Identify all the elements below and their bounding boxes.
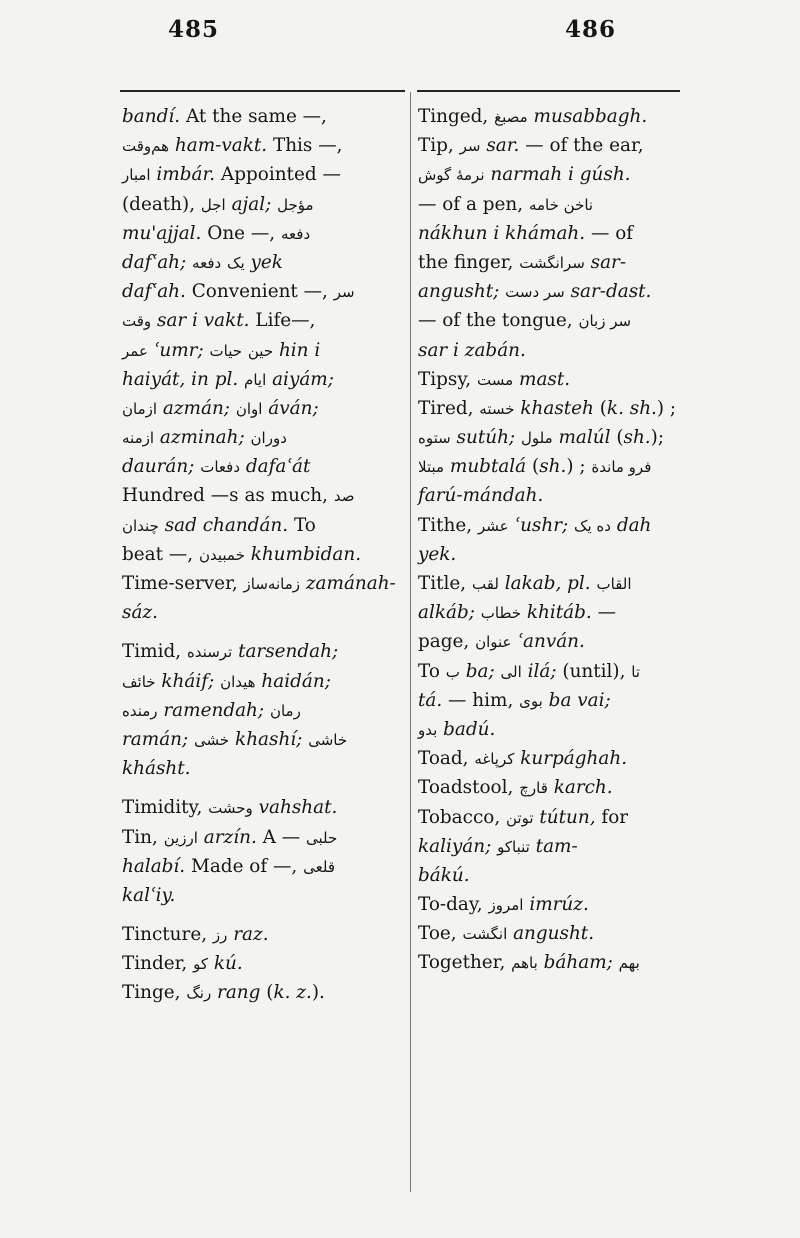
- transliteration: sar i zabán.: [418, 339, 526, 361]
- transliteration: kaliyán;: [418, 835, 498, 857]
- transliteration: báham;: [537, 952, 619, 974]
- english-text: Made of —,: [185, 855, 304, 877]
- persian-word: امروز: [488, 896, 524, 915]
- persian-word: فرو ماندة: [591, 458, 652, 477]
- persian-word: یک: [227, 253, 245, 272]
- english-text: (death),: [122, 193, 201, 215]
- transliteration: k. z.: [273, 982, 312, 1004]
- entry-line: [122, 190, 404, 219]
- persian-word: خاشی: [308, 730, 348, 749]
- entry-line: [122, 978, 404, 1007]
- persian-word: خائف: [122, 672, 156, 691]
- transliteration: bákú.: [418, 864, 470, 886]
- transliteration: haidán;: [255, 670, 331, 692]
- transliteration: ʿanván.: [511, 631, 585, 653]
- transliteration: sar i vakt.: [151, 310, 250, 332]
- persian-word: وقت: [122, 312, 152, 331]
- entry-line: [418, 598, 680, 627]
- persian-word: ناخن خامه: [528, 195, 594, 214]
- english-text: Convenient —,: [185, 281, 334, 303]
- persian-word: رمنده: [122, 701, 158, 720]
- english-text: page,: [418, 631, 476, 653]
- english-text: (: [266, 982, 274, 1004]
- entry-line: [122, 569, 404, 598]
- transliteration: dafaʿát: [240, 456, 311, 478]
- transliteration: dah: [610, 514, 652, 536]
- entry-line: [418, 102, 680, 131]
- persian-word: رمان: [269, 701, 301, 720]
- persian-word: ایام: [244, 370, 267, 389]
- persian-word: مؤجل: [277, 195, 314, 214]
- english-text: Tinged,: [418, 106, 495, 127]
- transliteration: hin i: [273, 339, 321, 361]
- english-text: (: [532, 456, 540, 478]
- persian-word: کرپاغه: [474, 750, 515, 769]
- transliteration: rang: [211, 982, 267, 1004]
- entry-line: [122, 637, 404, 666]
- entry-line: [418, 861, 680, 890]
- entry-line: [122, 754, 404, 783]
- entry-line: [122, 248, 404, 277]
- header-rule-left: [120, 90, 405, 92]
- english-text: — of: [585, 222, 634, 244]
- entry-line: [418, 277, 680, 306]
- english-text: Together,: [418, 952, 512, 974]
- persian-word: ملول: [520, 429, 553, 448]
- english-text: One —,: [201, 222, 281, 244]
- entry-line: [418, 540, 680, 569]
- persian-word: تنباکو: [497, 837, 530, 856]
- english-text: — of the tongue,: [418, 310, 579, 332]
- entry-line: [418, 248, 680, 277]
- english-text: ) ;: [566, 456, 592, 478]
- english-text: Life—,: [249, 310, 316, 332]
- english-text: Toad,: [418, 748, 475, 770]
- persian-word: اجل: [200, 195, 226, 214]
- persian-word: ستوه: [418, 429, 451, 448]
- right-column: [418, 102, 680, 978]
- persian-word: صد: [333, 487, 355, 506]
- entry-line: [122, 219, 404, 248]
- transliteration: halabí.: [122, 855, 186, 877]
- transliteration: daurán;: [122, 456, 201, 478]
- transliteration: arzín.: [197, 826, 257, 848]
- english-text: Appointed —: [215, 164, 341, 186]
- transliteration: bandí.: [122, 106, 181, 127]
- transliteration: sad chandán.: [158, 514, 289, 536]
- english-text: Tipsy,: [418, 368, 477, 390]
- persian-word: مصبغ: [494, 108, 528, 126]
- english-text: Tincture,: [122, 924, 213, 946]
- transliteration: sh.: [623, 427, 651, 449]
- english-text: Toe,: [418, 923, 463, 945]
- entry-line: [418, 365, 680, 394]
- persian-word: دوران: [250, 429, 287, 448]
- english-text: );: [650, 427, 665, 449]
- transliteration: karch.: [547, 777, 613, 799]
- transliteration: ʿumr;: [147, 339, 210, 361]
- english-text: At the same —,: [180, 106, 327, 127]
- page-number-right: 486: [565, 16, 617, 43]
- persian-word: چندان: [122, 516, 159, 535]
- english-text: Tobacco,: [418, 806, 507, 828]
- transliteration: khitáb.: [521, 602, 592, 624]
- persian-word: سرانگشت: [519, 253, 585, 272]
- entry-line: [418, 803, 680, 832]
- english-text: Time-server,: [122, 573, 244, 594]
- persian-word: عمر: [122, 341, 148, 360]
- persian-word: امبار: [122, 166, 151, 185]
- transliteration: nákhun i khámah.: [418, 222, 586, 244]
- entry-line: [122, 131, 404, 160]
- transliteration: imrúz.: [523, 894, 589, 916]
- persian-word: الی: [500, 662, 522, 681]
- english-text: Toadstool,: [418, 777, 520, 799]
- entry-line: [418, 569, 680, 598]
- english-text: —: [591, 602, 617, 624]
- transliteration: mast.: [513, 368, 571, 390]
- transliteration: khashí;: [229, 728, 309, 750]
- transliteration: kurpághah.: [514, 748, 628, 770]
- entry-line: [122, 306, 404, 335]
- persian-word: ازمان: [122, 399, 158, 418]
- persian-word: انگشت: [462, 925, 508, 944]
- entry-line: [418, 744, 680, 773]
- transliteration: dafʿah.: [122, 281, 186, 303]
- transliteration: khumbidan.: [244, 543, 362, 565]
- transliteration: narmah i gúsh.: [484, 164, 631, 186]
- entry-line: [418, 336, 680, 365]
- persian-word: عشر: [477, 516, 509, 535]
- entry-line: [418, 627, 680, 656]
- transliteration: sar.: [480, 135, 520, 157]
- left-column: [122, 102, 404, 1008]
- persian-word: دفعات: [200, 458, 241, 477]
- entry-line: [122, 852, 404, 881]
- transliteration: lakab, pl.: [498, 573, 597, 594]
- english-text: ).: [311, 982, 325, 1004]
- entry-line: [122, 102, 404, 131]
- transliteration: tarsendah;: [232, 641, 339, 663]
- transliteration: angusht.: [507, 923, 595, 945]
- persian-word: اوان: [235, 399, 263, 418]
- page-number-left: 485: [168, 16, 220, 43]
- entry-line: [122, 793, 404, 822]
- persian-word: حین: [247, 341, 274, 360]
- english-text: Hundred —s as much,: [122, 485, 334, 507]
- column-divider: [410, 92, 411, 1192]
- entry-line: [418, 773, 680, 802]
- english-text: Title,: [418, 573, 472, 594]
- entry-line: [122, 823, 404, 852]
- transliteration: ba;: [459, 660, 501, 682]
- transliteration: mu'ajjal.: [122, 222, 202, 244]
- transliteration: badú.: [437, 718, 496, 740]
- english-text: Timid,: [122, 641, 187, 663]
- header-rule-right: [417, 90, 680, 92]
- entry-line: [418, 131, 680, 160]
- persian-word: خطاب: [480, 604, 522, 623]
- english-text: (until),: [556, 660, 632, 682]
- transliteration: azminah;: [154, 427, 251, 449]
- persian-word: تا: [631, 662, 641, 681]
- entry-line: [418, 948, 680, 977]
- english-text: This —,: [267, 135, 343, 157]
- english-text: — of a pen,: [418, 193, 529, 215]
- entry-line: [418, 423, 680, 452]
- persian-word: رنگ: [186, 984, 212, 1003]
- persian-word: خسته: [479, 399, 515, 418]
- english-text: Tithe,: [418, 514, 478, 536]
- entry-line: [122, 423, 404, 452]
- transliteration: vahshat.: [252, 797, 338, 819]
- persian-word: سر زبان: [578, 312, 632, 331]
- persian-word: سر: [459, 137, 481, 156]
- transliteration: ramán;: [122, 728, 195, 750]
- transliteration: tútun,: [533, 806, 596, 828]
- transliteration: sar-: [584, 251, 627, 273]
- persian-word: قلعی: [303, 857, 335, 876]
- transliteration: raz.: [227, 924, 269, 946]
- transliteration: sutúh;: [450, 427, 521, 449]
- transliteration: ramendah;: [157, 699, 270, 721]
- entry-line: [418, 890, 680, 919]
- entry-line: [122, 540, 404, 569]
- english-text: the finger,: [418, 251, 520, 273]
- persian-word: بوی: [519, 691, 543, 710]
- entry-line: [418, 160, 680, 189]
- persian-word: بهم: [618, 954, 640, 973]
- entry-line: [122, 452, 404, 481]
- transliteration: ajal;: [225, 193, 278, 215]
- english-text: Tired,: [418, 397, 480, 419]
- persian-word: مست: [477, 370, 514, 389]
- persian-word: ارزین: [163, 828, 198, 847]
- entry-line: [122, 511, 404, 540]
- english-text: To-day,: [418, 894, 489, 916]
- transliteration: malúl: [552, 427, 617, 449]
- persian-word: دفعه: [192, 253, 222, 272]
- english-text: Tip,: [418, 135, 460, 157]
- transliteration: tá.: [418, 689, 443, 711]
- entry-line: [122, 481, 404, 510]
- persian-word: ترسنده: [186, 643, 233, 662]
- transliteration: musabbagh.: [527, 106, 648, 127]
- entry-line: [122, 277, 404, 306]
- entry-line: [418, 715, 680, 744]
- entry-line: [418, 190, 680, 219]
- transliteration: dafʿah;: [122, 251, 193, 273]
- entry-line: [122, 725, 404, 754]
- transliteration: kalʿiy.: [122, 884, 176, 906]
- transliteration: sáz.: [122, 602, 158, 624]
- persian-word: ازمنه: [122, 429, 155, 448]
- transliteration: áván;: [262, 397, 319, 419]
- entry-line: [418, 394, 680, 423]
- english-text: Timidity,: [122, 797, 209, 819]
- transliteration: zamánah-: [300, 573, 396, 594]
- persian-word: ده یک: [574, 516, 611, 535]
- persian-word: رز: [212, 926, 228, 945]
- entry-line: [122, 949, 404, 978]
- entry-line: [122, 598, 404, 627]
- persian-word: زمانه‌ساز: [243, 575, 300, 593]
- transliteration: ba vai;: [542, 689, 611, 711]
- entry-line: [418, 657, 680, 686]
- transliteration: ham-vakt.: [169, 135, 268, 157]
- entry-line: [418, 686, 680, 715]
- transliteration: angusht;: [418, 281, 506, 303]
- transliteration: sh.: [539, 456, 567, 478]
- english-text: — of the ear,: [519, 135, 644, 157]
- persian-word: حیات: [209, 341, 243, 360]
- transliteration: sar-dast.: [564, 281, 652, 303]
- entry-line: [418, 481, 680, 510]
- persian-word: هم‌وقت: [122, 137, 170, 156]
- persian-word: بدو: [418, 720, 438, 739]
- persian-word: نرمهٔ گوش: [418, 166, 485, 185]
- persian-word: کو: [193, 955, 209, 974]
- persian-word: قارچ: [519, 779, 548, 798]
- transliteration: ʿushr;: [508, 514, 575, 536]
- persian-word: سر دست: [505, 283, 565, 302]
- transliteration: yek.: [418, 543, 457, 565]
- english-text: To: [418, 660, 446, 682]
- transliteration: ilá;: [521, 660, 557, 682]
- transliteration: imbár.: [150, 164, 216, 186]
- persian-word: دفعه: [281, 224, 311, 243]
- transliteration: yek: [244, 251, 283, 273]
- entry-line: [122, 881, 404, 910]
- transliteration: haiyát, in pl.: [122, 368, 245, 390]
- transliteration: khasteh: [514, 397, 600, 419]
- transliteration: k. sh.: [606, 397, 657, 419]
- persian-word: خشی: [194, 730, 230, 749]
- entry-line: [418, 219, 680, 248]
- persian-word: مبتلا: [418, 458, 445, 477]
- entry-line: [122, 336, 404, 365]
- transliteration: tam-: [529, 835, 578, 857]
- english-text: Tin,: [122, 826, 164, 848]
- transliteration: kháif;: [155, 670, 221, 692]
- persian-word: حلبی: [306, 828, 338, 847]
- entry-line: [418, 306, 680, 335]
- entry-line: [418, 919, 680, 948]
- english-text: for: [595, 806, 629, 828]
- entry-line: [122, 394, 404, 423]
- english-text: (: [599, 397, 607, 419]
- english-text: Tinge,: [122, 982, 187, 1004]
- english-text: To: [288, 514, 316, 536]
- persian-word: خمبیدن: [198, 545, 245, 564]
- english-text: (: [616, 427, 624, 449]
- transliteration: alkáb;: [418, 602, 481, 624]
- english-text: Tinder,: [122, 953, 194, 975]
- entry-line: [122, 696, 404, 725]
- english-text: beat —,: [122, 543, 199, 565]
- persian-word: عنوان: [475, 633, 512, 652]
- entry-line: [418, 832, 680, 861]
- persian-word: باهم: [511, 954, 538, 973]
- english-text: ) ;: [656, 397, 677, 419]
- entry-line: [122, 667, 404, 696]
- transliteration: aiyám;: [266, 368, 334, 390]
- entry-line: [122, 365, 404, 394]
- persian-word: القاب: [596, 575, 632, 593]
- transliteration: azmán;: [157, 397, 236, 419]
- transliteration: farú-mándah.: [418, 485, 544, 507]
- persian-word: سر: [333, 283, 355, 302]
- persian-word: لقب: [472, 575, 499, 593]
- entry-line: [122, 160, 404, 189]
- entry-line: [418, 511, 680, 540]
- transliteration: kú.: [208, 953, 243, 975]
- persian-word: وحشت: [208, 799, 253, 818]
- persian-word: هیدان: [220, 672, 256, 691]
- english-text: — him,: [442, 689, 520, 711]
- persian-word: ب: [445, 662, 460, 681]
- entry-line: [122, 920, 404, 949]
- english-text: A —: [256, 826, 307, 848]
- transliteration: mubtalá: [444, 456, 532, 478]
- entry-line: [418, 452, 680, 481]
- persian-word: توتن: [506, 808, 534, 827]
- transliteration: khásht.: [122, 758, 191, 780]
